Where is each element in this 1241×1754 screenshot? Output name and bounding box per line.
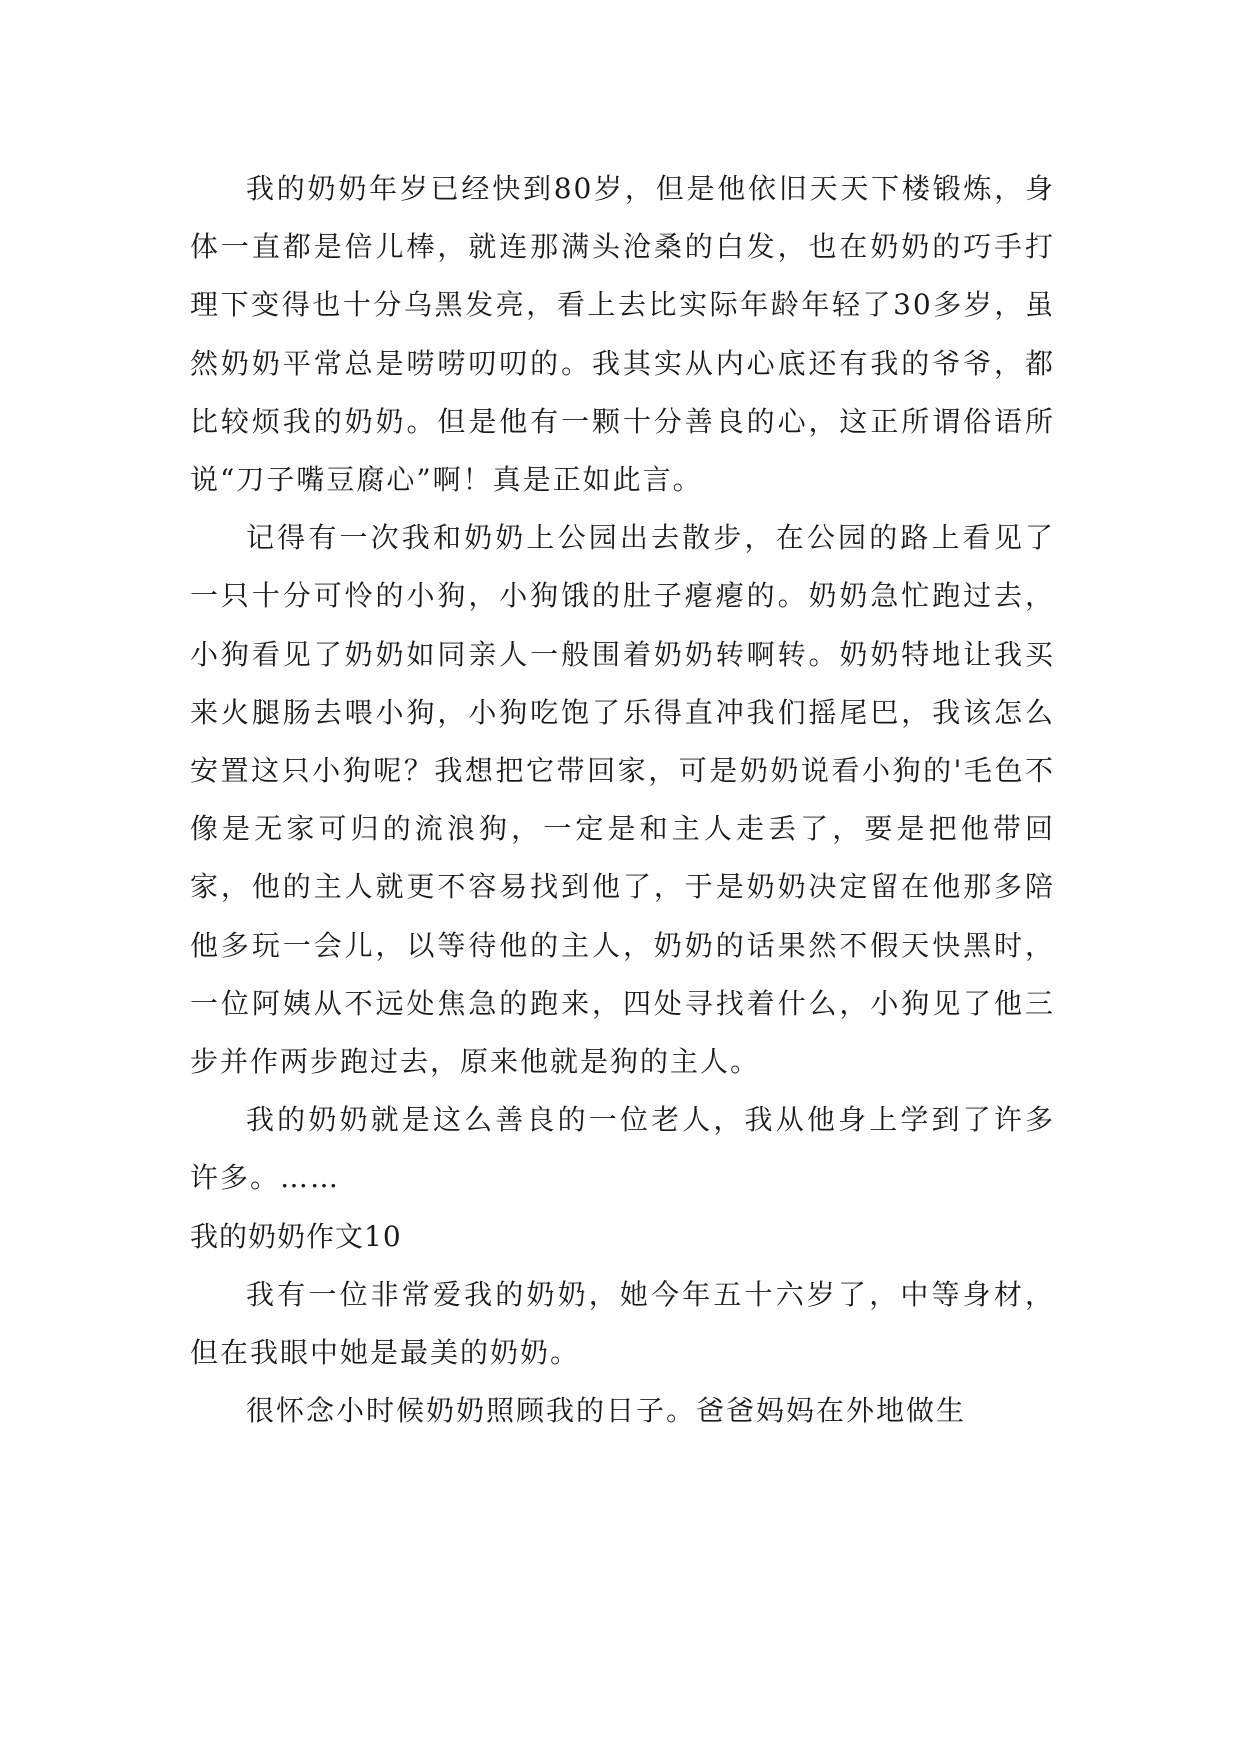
paragraph: 我的奶奶年岁已经快到80岁，但是他依旧天天下楼锻炼，身体一直都是倍儿棒，就连那满头沧桑的白发，也在奶奶的巧手打理下变得也十分乌黑发亮，看上去比实际年龄年轻了30多岁，虽然奶奶平常总是唠唠叨叨的。我其实从内心底还有我的爷爷，都比较烦我的奶奶。但是他有一颗十分善良的心，这正所谓俗语所说“刀子嘴豆腐心”啊！真是正如此言。 — [190, 172, 1055, 497]
paragraph: 我的奶奶就是这么善良的一位老人，我从他身上学到了许多许多。…… — [190, 1103, 1055, 1195]
paragraph: 很怀念小时候奶奶照顾我的日子。爸爸妈妈在外地做生 — [246, 1394, 967, 1428]
section-heading: 我的奶奶作文10 — [190, 1219, 402, 1253]
paragraph: 记得有一次我和奶奶上公园出去散步，在公园的路上看见了一只十分可怜的小狗，小狗饿的肚子瘪瘪的。奶奶急忙跑过去，小狗看见了奶奶如同亲人一般围着奶奶转啊转。奶奶特地让我买来火腿肠去喂小狗，小狗吃饱了乐得直冲我们摇尾巴，我该怎么安置这只小狗呢？我想把它带回家，可是奶奶说看小狗的'毛色不像是无家可归的流浪狗，一定是和主人走丢了，要是把他带回家，他的主人就更不容易找到他了，于是奶奶决定留在他那多陪他多玩一会儿，以等待他的主人，奶奶的话果然不假天快黑时，一位阿姨从不远处焦急的跑来，四处寻找着什么，小狗见了他三步并作两步跑过去，原来他就是狗的主人。 — [190, 521, 1055, 1079]
document-body — [190, 160, 1055, 1440]
paragraph: 我有一位非常爱我的奶奶，她今年五十六岁了，中等身材，但在我眼中她是最美的奶奶。 — [190, 1277, 1055, 1370]
